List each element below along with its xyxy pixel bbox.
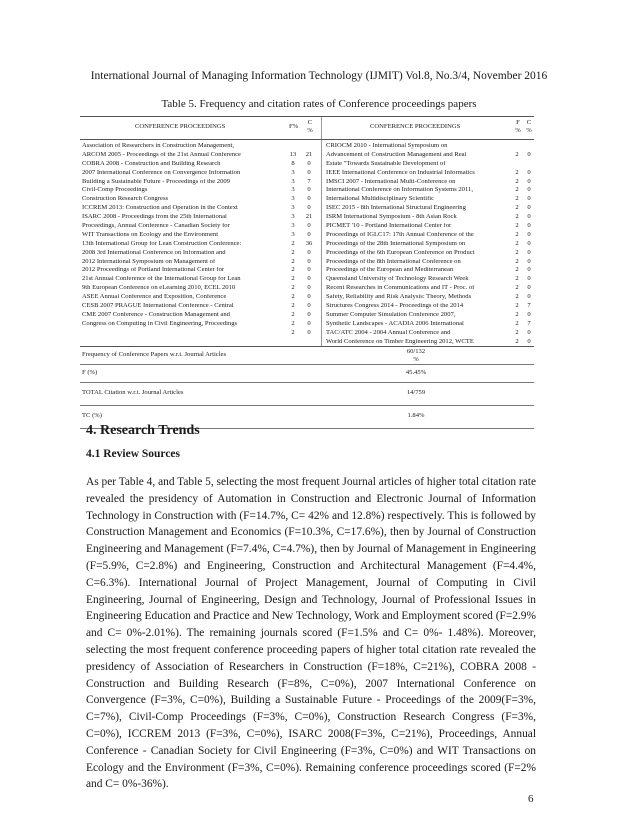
table-cell-c: 21	[305, 214, 313, 221]
table-cell-c	[524, 143, 534, 152]
table-cell-c: 0	[527, 187, 531, 194]
table-cell-f: 2	[291, 320, 295, 327]
table-cell-proceeding: WIT Transactions on Ecology and the Environment	[82, 231, 219, 238]
table-cell-f: 3	[291, 205, 295, 212]
right-f-column	[512, 143, 522, 347]
table-cell-c: 0	[527, 205, 531, 212]
table-cell-c: 0	[307, 196, 311, 203]
table-cell-c: 0	[307, 169, 311, 176]
summary-label: TC (%)	[82, 412, 102, 419]
table-cell-proceeding: Building a Sustainable Future - Proceedings of the 2009	[82, 178, 230, 185]
conference-table	[80, 116, 534, 429]
left-f-column	[286, 143, 300, 339]
column-divider	[321, 140, 322, 346]
summary-value: 1.84%	[407, 412, 425, 419]
table-cell-c: 0	[527, 169, 531, 176]
table-cell-f: 2	[515, 267, 519, 274]
table-cell-c: 0	[527, 196, 531, 203]
table-cell-c: 0	[527, 214, 531, 221]
table-cell-c: 0	[307, 329, 311, 336]
table-cell-c: 0	[527, 151, 531, 158]
table-cell-proceeding: Construction Research Congress	[82, 196, 169, 203]
table-cell-c: 36	[305, 240, 313, 247]
table-cell-c: 7	[527, 320, 531, 327]
table-cell-proceeding: Estate "Towards Sustainable Development of	[326, 160, 446, 167]
table-cell-c: 0	[527, 249, 531, 256]
table-cell-c: 0	[527, 294, 531, 301]
table-cell-f: 2	[291, 329, 295, 336]
table-cell-proceeding: IMSCI 2007 - International Multi-Conference on	[326, 178, 456, 185]
table-cell-proceeding: PICMET '10 - Portland International Center for	[326, 223, 452, 230]
table-cell-f: 3	[291, 187, 295, 194]
summary-value: 60/132 %	[406, 348, 426, 363]
summary-label: TOTAL Citation w.r.t. Journal Articles	[82, 389, 184, 396]
summary-row-total	[80, 383, 534, 406]
table-cell-proceeding: Recent Researches in Communications and IT - Proc. of	[326, 285, 475, 292]
table-cell-c: 7	[527, 303, 531, 310]
column-divider	[321, 117, 322, 139]
table-cell-proceeding: ISARC 2008 - Proceedings from the 25th International	[82, 214, 227, 221]
table-cell-c: 0	[307, 267, 311, 274]
table-cell-c: 0	[307, 249, 311, 256]
table-cell-c: 0	[307, 258, 311, 265]
table-cell-f: 3	[291, 223, 295, 230]
table-cell-f: 2	[515, 187, 519, 194]
table-cell-proceeding: Congress on Computing in Civil Engineering, Proceedings	[82, 320, 238, 327]
table-cell-proceeding: Advancement of Construction Management and Real	[326, 151, 467, 158]
table-cell-c: 0	[527, 311, 531, 318]
table-cell-f: 3	[291, 196, 295, 203]
table-cell-f: 13	[289, 151, 297, 158]
table-caption: Table 5. Frequency and citation rates of Conference proceedings papers	[161, 98, 477, 110]
table-cell-f: 2	[515, 240, 519, 247]
table-cell-c: 0	[527, 178, 531, 185]
subsection-heading: 4.1 Review Sources	[86, 448, 181, 460]
table-cell-proceeding: Proceedings of the 6th European Conference on Product	[326, 249, 475, 256]
table-cell-c: 0	[307, 187, 311, 194]
table-cell-proceeding: IEEE International Conference on Industrial Informatics	[326, 169, 475, 176]
right-names-column	[326, 143, 512, 347]
table-cell-c: 0	[527, 329, 531, 336]
table-cell-c: 0	[527, 223, 531, 230]
table-cell-f: 2	[515, 231, 519, 238]
header-left-f: F%	[289, 123, 299, 130]
table-cell-proceeding: 13th International Group for Lean Construction Conference:	[82, 240, 242, 247]
table-cell-f: 2	[291, 249, 295, 256]
table-cell-proceeding: International Multidisciplinary Scientific	[326, 196, 435, 203]
table-cell-proceeding: ISRM International Symposium - 8th Asian Rock	[326, 214, 457, 221]
table-cell-f: 2	[515, 311, 519, 318]
table-cell-f	[286, 143, 300, 152]
table-cell-f: 2	[515, 178, 519, 185]
header-right-f: F %	[515, 119, 521, 134]
table-cell-f: 2	[515, 151, 519, 158]
table-cell-proceeding: 2008 3rd International Conference on Information and	[82, 249, 226, 256]
table-cell-f: 2	[515, 169, 519, 176]
table-header-row	[80, 116, 534, 140]
table-cell-f: 2	[515, 276, 519, 283]
table-cell-f: 2	[291, 240, 295, 247]
table-cell-proceeding: ARCOM 2005 - Proceedings of the 21st Annual Conference	[82, 151, 241, 158]
table-cell-proceeding: Structures Congress 2014 - Proceedings of the 2014	[326, 303, 464, 310]
table-cell-f: 3	[291, 214, 295, 221]
table-cell-proceeding: Proceedings of the 28th International Symposium on	[326, 240, 466, 247]
table-cell-f: 2	[291, 311, 295, 318]
table-cell-c: 0	[527, 285, 531, 292]
table-cell-f: 8	[291, 160, 295, 167]
header-right-proceedings: CONFERENCE PROCEEDINGS	[370, 123, 461, 130]
table-cell-c: 0	[307, 205, 311, 212]
left-names-column	[82, 143, 286, 330]
table-cell-proceeding: ISEC 2015 - 8th International Structural Engineering	[326, 205, 466, 212]
summary-value: 14/759	[406, 389, 426, 396]
table-cell-proceeding: TAC/ATC 2004 - 2004 Annual Conference and	[326, 329, 451, 336]
table-cell-c: 0	[527, 267, 531, 274]
table-cell-proceeding: ICCREM 2013: Construction and Operation in the Context	[82, 205, 238, 212]
table-cell-c: 0	[527, 258, 531, 265]
table-cell-f: 2	[291, 294, 295, 301]
table-cell-proceeding: Synthetic Landscapes - ACADIA 2006 International	[326, 320, 464, 327]
header-left-proceedings: CONFERENCE PROCEEDINGS	[135, 123, 226, 130]
table-cell-proceeding: World Conference on Timber Engineering 2012, WCTE	[326, 338, 474, 345]
right-c-column	[524, 143, 534, 347]
table-cell-proceeding: Queensland University of Technology Research Week	[326, 276, 469, 283]
table-cell-c: 0	[307, 223, 311, 230]
table-cell-f: 2	[515, 214, 519, 221]
table-cell-f	[512, 161, 522, 170]
table-cell-c: 7	[307, 178, 311, 185]
table-cell-f	[512, 143, 522, 152]
table-cell-f: 2	[515, 320, 519, 327]
summary-label: Frequency of Conference Papers w.r.t. Journal Articles	[82, 351, 227, 358]
summary-row-frequency	[80, 347, 534, 365]
table-cell-c: 0	[307, 294, 311, 301]
table-cell-proceeding: 21st Annual Conference of the International Group for Lean	[82, 276, 241, 283]
table-cell-f: 2	[515, 258, 519, 265]
table-cell-proceeding: ASEE Annual Conference and Exposition, Conference	[82, 294, 227, 301]
table-cell-f: 2	[515, 329, 519, 336]
table-cell-f: 2	[515, 338, 519, 345]
table-cell-c: 0	[527, 338, 531, 345]
page-number: 6	[528, 793, 534, 805]
table-cell-f: 2	[515, 249, 519, 256]
table-cell-proceeding: Association of Researchers in Construction Management,	[82, 143, 234, 149]
table-body	[80, 140, 534, 347]
table-cell-proceeding: Summer Computer Simulation Conference 2007,	[326, 311, 456, 318]
table-cell-f: 2	[515, 196, 519, 203]
journal-header: International Journal of Managing Information Technology (IJMIT) Vol.8, No.3/4, November 2016	[90, 70, 548, 82]
table-cell-proceeding: Civil-Comp Proceedings	[82, 187, 148, 194]
table-cell-c	[302, 143, 316, 152]
table-cell-f: 2	[291, 267, 295, 274]
table-cell-proceeding: International Conference on Information Systems 2011,	[326, 187, 473, 194]
table-cell-c: 0	[527, 240, 531, 247]
table-cell-c: 0	[527, 276, 531, 283]
table-cell-proceeding: Proceedings of IGLC17: 17th Annual Conference of the	[326, 231, 474, 238]
summary-value: 45.45%	[405, 369, 427, 376]
table-cell-proceeding: 2012 Proceedings of Portland International Center for	[82, 267, 225, 274]
summary-row-f	[80, 365, 534, 383]
table-cell-c: 0	[307, 276, 311, 283]
header-right-c: C %	[526, 119, 532, 134]
summary-label: F (%)	[82, 369, 98, 376]
table-cell-f: 2	[515, 303, 519, 310]
table-cell-f: 2	[291, 303, 295, 310]
table-cell-c: 0	[527, 231, 531, 238]
table-cell-f: 3	[291, 178, 295, 185]
table-cell-proceeding: CRIOCM 2010 - International Symposium on	[326, 143, 448, 149]
body-paragraph: As per Table 4, and Table 5, selecting the most frequent Journal articles of higher total citation rate revealed the presidency of Automation in Construction and Electronic Journal of Information Technology in Construction with (F=14.7%, C= 42% and 12.8%) respectively. This is followed by Construction Management and Economics (F=10.3%, C=17.6%), then by Journal of Construction Engineering and Management (F=7.4%, C=4.7%), then by Journal of Management in Engineering (F=5.9%, C=2.8%) and Engineering, Construction and Architectural Management (F=4.4%, C=6.3%). International Journal of Project Management, Journal of Computing in Civil Engineering, Journal of Engineering, Design and Technology, Journal of Professional Issues in Engineering Education and Practice and New Technology, Work and Employment scored (F=2.9% and C= 0%-2.01%). The remaining journals scored (F=1.5% and C= 0%- 1.48%). Moreover, selecting the most frequent conference proceeding papers of higher total citation rate revealed the presidency of Association of Researchers in Construction (F=18%, C=21%), COBRA 2008 - Construction and Building Research (F=8%, C=0%), 2007 International Conference on Convergence (F=3%, C=0%), Building a Sustainable Future - Proceedings of the 2009(F=3%, C=7%), Civil-Comp Proceedings (F=3%, C=0%), Construction Research Congress (F=3%, C=0%), ICCREM 2013 (F=3%, C=0%), ISARC 2008(F=3%, C=21%), Proceedings, Annual Conference - Canadian Society for Civil Engineering (F=3%, C=0%) and WIT Transactions on Ecology and the Environment (F=3%, C=0%). Remaining conference proceedings scored (F=2% and C= 0%-36%).	[86, 476, 536, 791]
table-cell-proceeding: CME 2007 Conference - Construction Management and	[82, 311, 230, 318]
table-cell-proceeding: Safety, Reliability and Risk Analysis: Theory, Methods	[326, 294, 472, 301]
table-cell-proceeding: Proceedings, Annual Conference - Canadian Society for	[82, 223, 230, 230]
table-cell-f: 2	[515, 223, 519, 230]
table-cell-proceeding: Proceedings of the 8th International Conference on	[326, 258, 461, 265]
table-cell-c: 21	[305, 151, 313, 158]
section-heading: 4. Research Trends	[86, 423, 200, 438]
table-cell-proceeding: COBRA 2008 - Construction and Building Research	[82, 160, 221, 167]
table-cell-f: 3	[291, 231, 295, 238]
table-cell-f: 2	[515, 205, 519, 212]
table-cell-c: 0	[307, 285, 311, 292]
table-cell-c: 0	[307, 303, 311, 310]
table-cell-f: 2	[291, 285, 295, 292]
table-cell-f: 2	[291, 258, 295, 265]
table-cell-c	[524, 161, 534, 170]
table-cell-proceeding: 2007 International Conference on Convergence Information	[82, 169, 241, 176]
table-cell-c: 0	[307, 231, 311, 238]
left-c-column	[302, 143, 316, 339]
table-cell-proceeding: Proceedings of the European and Mediterranean	[326, 267, 454, 274]
table-cell-f: 3	[291, 169, 295, 176]
header-left-c: C %	[307, 119, 313, 134]
table-cell-proceeding: 9th European Conference on eLearning 2010, ECEL 2010	[82, 285, 236, 292]
table-cell-c: 0	[307, 311, 311, 318]
table-cell-c: 0	[307, 160, 311, 167]
table-cell-proceeding: CESB 2007 PRAGUE International Conference - Central	[82, 303, 234, 310]
table-cell-f: 2	[291, 276, 295, 283]
table-cell-c: 0	[307, 320, 311, 327]
table-cell-f: 2	[515, 285, 519, 292]
table-cell-proceeding: 2012 International Symposium on Management of	[82, 258, 216, 265]
table-cell-f: 2	[515, 294, 519, 301]
